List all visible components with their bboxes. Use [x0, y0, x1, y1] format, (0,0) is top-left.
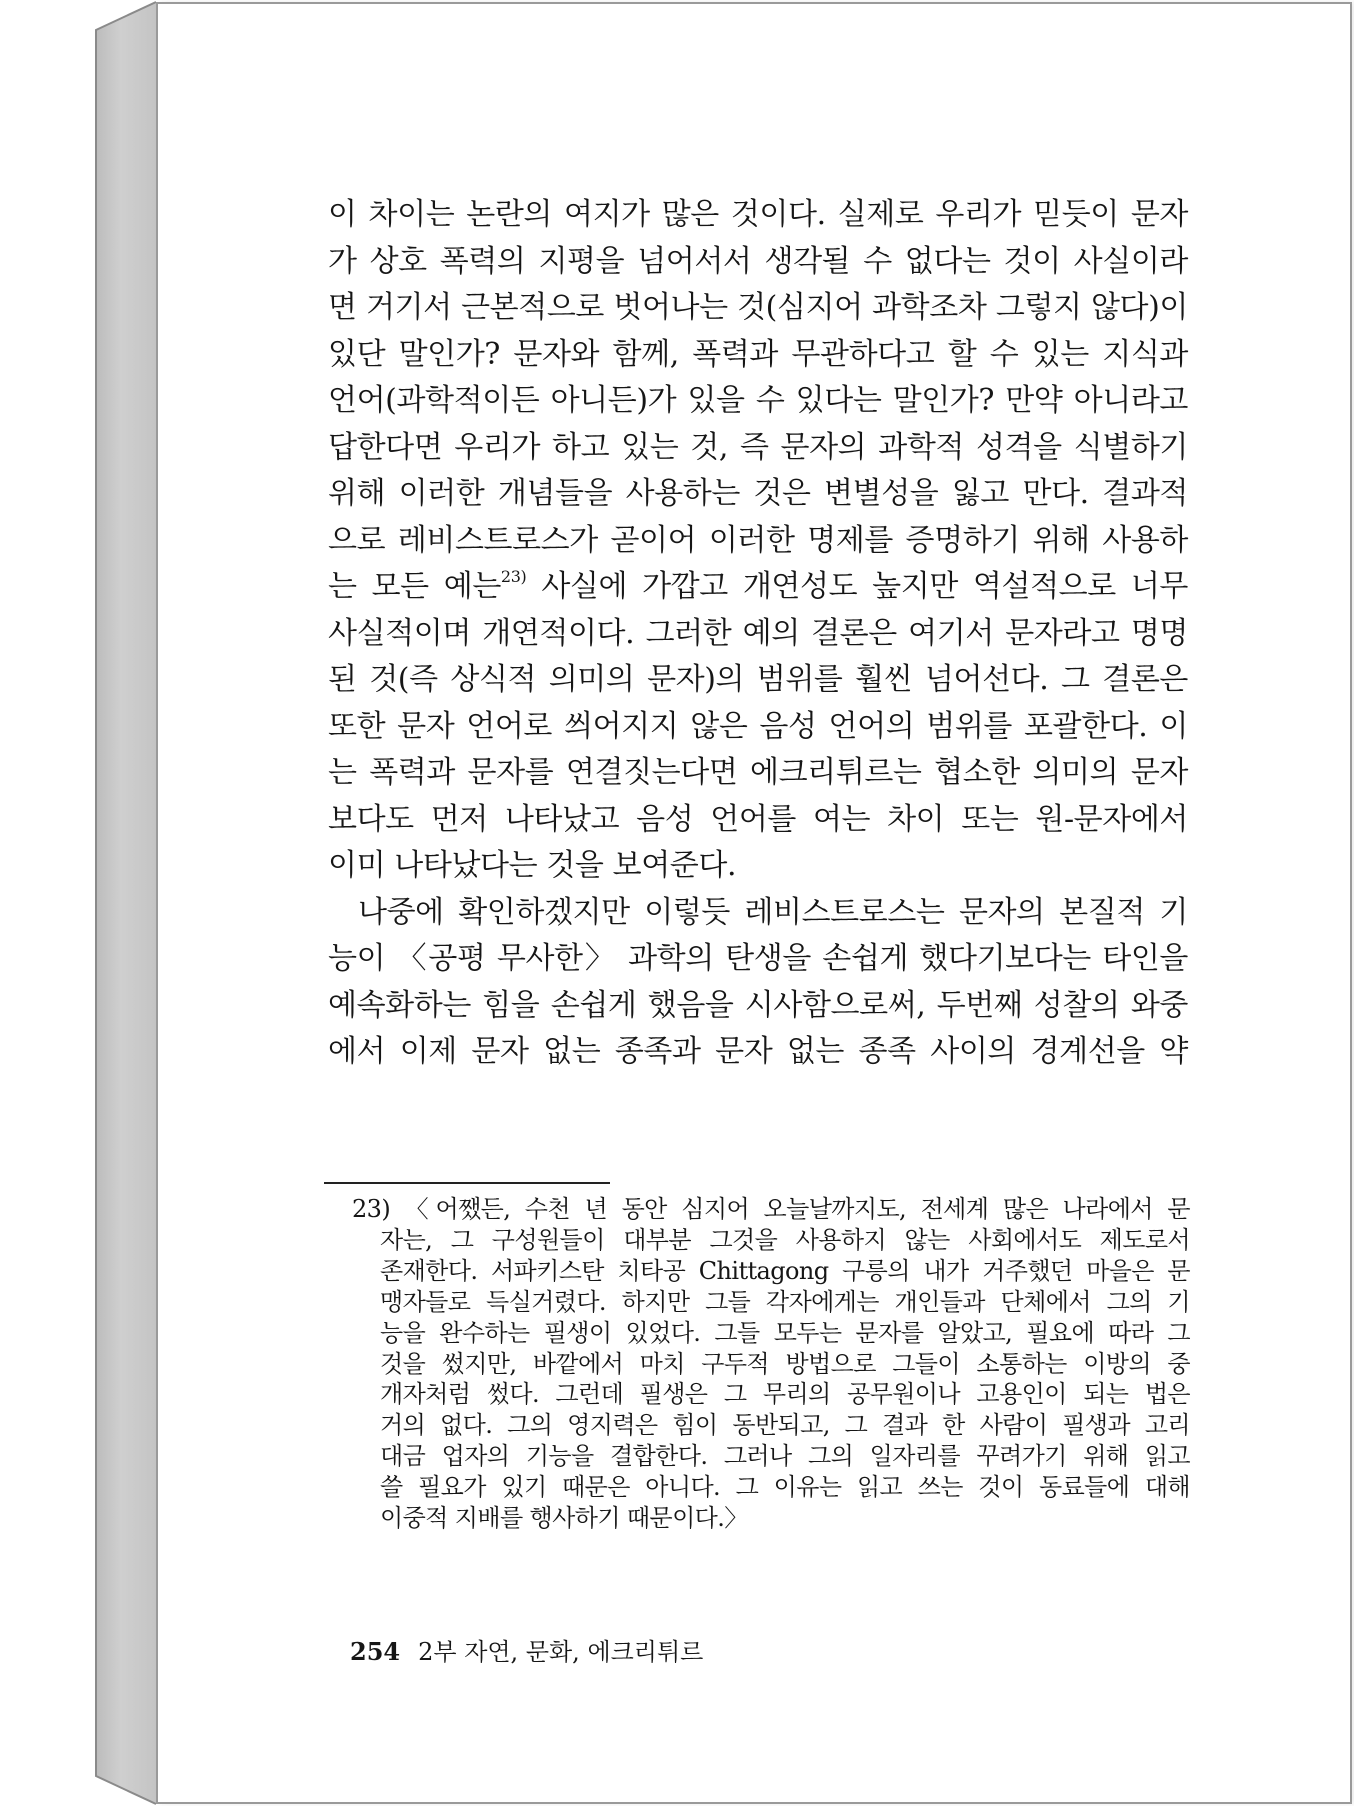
- body-line: 또한 문자 언어로 씌어지지 않은 음성 언어의 범위를 포괄한다. 이: [328, 708, 1188, 744]
- body-line: 면 거기서 근본적으로 벗어나는 것(심지어 과학조차 그렇지 않다)이: [328, 290, 1188, 325]
- page-footer: [350, 1632, 703, 1667]
- body-line-prefix: 는 모든 예는: [328, 569, 501, 604]
- body-line: 답한다면 우리가 하고 있는 것, 즉 문자의 과학적 성격을 식별하기: [328, 429, 1188, 465]
- body-line: 사실적이며 개연적이다. 그러한 예의 결론은 여기서 문자라고 명명: [328, 615, 1188, 651]
- body-line: 이 차이는 논란의 여지가 많은 것이다. 실제로 우리가 믿듯이 문자: [328, 197, 1188, 232]
- footnote-line: 개자처럼 썼다. 그런데 필생은 그 무리의 공무원이나 고용인이 되는 법은: [380, 1380, 1190, 1409]
- body-line: 된 것(즉 상식적 의미의 문자)의 범위를 훨씬 넘어선다. 그 결론은: [328, 662, 1188, 697]
- body-text: [328, 192, 1188, 1076]
- body-line: 에서 이제 문자 없는 종족과 문자 없는 종족 사이의 경계선을 약: [328, 1034, 1188, 1069]
- footnote-line: 자는, 그 구성원들이 대부분 그것을 사용하지 않는 사회에서도 제도로서: [380, 1225, 1190, 1254]
- book-page: [156, 2, 1352, 1804]
- body-line: 는 폭력과 문자를 연결짓는다면 에크리튀르는 협소한 의미의 문자: [328, 755, 1188, 790]
- body-line: 가 상호 폭력의 지평을 넘어서서 생각될 수 없다는 것이 사실이라: [328, 243, 1188, 279]
- footnote-line: 존재한다. 서파키스탄 치타공 Chittagong 구릉의 내가 거주했던 마을은 문: [380, 1256, 1190, 1285]
- footnote-block: [352, 1194, 1190, 1534]
- footnote-line: 이중적 지배를 행사하기 때문이다.〉: [380, 1504, 748, 1533]
- footnote-line: 쓸 필요가 있기 때문은 아니다. 그 이유는 읽고 쓰는 것이 동료들에 대해: [380, 1473, 1190, 1502]
- body-line: 예속화하는 힘을 손쉽게 했음을 시사함으로써, 두번째 성찰의 와중: [328, 987, 1188, 1023]
- body-line: 나중에 확인하겠지만 이렇듯 레비스트로스는 문자의 본질적 기: [358, 894, 1188, 930]
- footnote-divider: [324, 1182, 610, 1184]
- body-line: 위해 이러한 개념들을 사용하는 것은 변별성을 잃고 만다. 결과적: [328, 476, 1188, 511]
- footnote-line: 거의 없다. 그의 영지력은 힘이 동반되고, 그 결과 한 사람이 필생과 고리: [380, 1411, 1190, 1440]
- footnote-line: 능을 완수하는 필생이 있었다. 그들 모두는 문자를 알았고, 필요에 따라 그: [380, 1318, 1190, 1347]
- body-line: 보다도 먼저 나타났고 음성 언어를 여는 차이 또는 원-문자에서: [328, 801, 1188, 837]
- book-spine: [92, 0, 156, 1806]
- body-line: 있단 말인가? 문자와 함께, 폭력과 무관하다고 할 수 있는 지식과: [328, 336, 1188, 372]
- running-title: 2부 자연, 문화, 에크리튀르: [418, 1638, 704, 1666]
- page-number: 254: [350, 1637, 401, 1666]
- footnote-line: 대금 업자의 기능을 결합한다. 그러나 그의 일자리를 꾸려가기 위해 읽고: [380, 1442, 1190, 1471]
- footnote-ref: 23): [500, 567, 527, 586]
- footnote-line: 맹자들로 득실거렸다. 하지만 그들 각자에게는 개인들과 단체에서 그의 기: [380, 1287, 1190, 1316]
- body-line: 으로 레비스트로스가 곧이어 이러한 명제를 증명하기 위해 사용하: [328, 522, 1188, 558]
- body-line: 언어(과학적이든 아니든)가 있을 수 있다는 말인가? 만약 아니라고: [328, 383, 1188, 418]
- body-line-with-footnote-ref: [328, 564, 1188, 611]
- body-line: 이미 나타났다는 것을 보여준다.: [328, 848, 737, 883]
- footnote-line: 것을 썼지만, 바깥에서 마치 구두적 방법으로 그들이 소통하는 이방의 중: [380, 1349, 1190, 1378]
- body-line: 능이 〈공평 무사한〉 과학의 탄생을 손쉽게 했다기보다는 타인을: [328, 941, 1188, 976]
- footnote-line: 23) 〈어쨌든, 수천 년 동안 심지어 오늘날까지도, 전세계 많은 나라에서 문: [352, 1195, 1190, 1223]
- body-line-rest: 사실에 가깝고 개연성도 높지만 역설적으로 너무: [541, 569, 1188, 604]
